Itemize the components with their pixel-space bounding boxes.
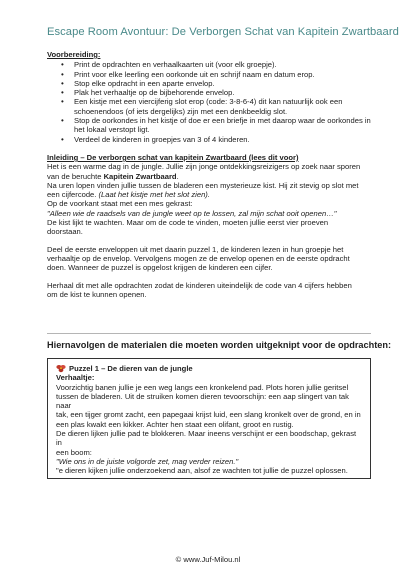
materials-heading: Hiernavolgen de materialen die moeten worden uitgeknipt voor de opdrachten:: [47, 340, 392, 350]
inleiding-line: een cijfercode. (Laat het kistje met het slot zien).: [47, 190, 210, 200]
inleiding-line: doorstaan.: [47, 227, 83, 237]
list-item: • Stop de oorkondes in het kistje of doe er een briefje in met daarop waar de oorkondes in het lokaal verstopt ligt.: [61, 116, 372, 135]
list-item: • Print de opdrachten en verhaalkaarten uit (voor elk groepje).: [61, 60, 372, 69]
divider: [47, 333, 371, 334]
list-item: • Plak het verhaaltje op de bijbehorende envelop.: [61, 88, 372, 97]
inleiding-line: van de beruchte Kapitein Zwartbaard.: [47, 171, 179, 181]
instruction-line: verhaaltje op de envelop. Vervolgens mogen ze de envelop openen en de eerste opdracht: [47, 253, 350, 263]
voorbereiding-heading: Voorbereiding:: [47, 50, 101, 59]
story-quote: "Wie ons in de juiste volgorde zet, mag verder reizen.": [56, 456, 239, 466]
story-line: een plas kwakt een kikker. Achter hen staat een olifant, groot en rustig.: [56, 419, 294, 429]
list-item: • Een kistje met een viercijferig slot erop (code: 3-8-6-4) dit kan natuurlijk ook een schoenendoos (of iets dergelijks) zijn met een denkbeeldig slot.: [61, 97, 372, 116]
inleiding-line: De kist lijkt te wachten. Maar om de code te vinden, moeten jullie eerst vier proeven: [47, 218, 329, 228]
inleiding-heading: Inleiding – De verborgen schat van kapitein Zwartbaard (lees dit voor): [47, 152, 299, 162]
inleiding-line: Op de voorkant staat met een mes gekrast:: [47, 199, 193, 209]
captain-name: Kapitein Zwartbaard: [103, 171, 177, 181]
story-line: een boom:: [56, 447, 92, 457]
page-title: Escape Room Avontuur: De Verborgen Schat van Kapitein Zwartbaard: [47, 26, 399, 38]
stage-direction: (Laat het kistje met het slot zien).: [98, 190, 210, 200]
list-item: • Print voor elke leerling een oorkonde uit en schrijf naam en datum erop.: [61, 70, 372, 79]
footer-copyright: © www.Juf-Milou.nl: [175, 555, 241, 564]
inleiding-line: Na uren lopen vinden jullie tussen de bladeren een mysterieuze kist. Hij zit stevig op slot met: [47, 180, 359, 190]
story-line: tussen de bladeren. Uit de struiken komen dieren tevoorschijn: een aap slingert van tak naar: [56, 391, 349, 411]
story-line: Voorzichtig banen jullie je een weg langs een kronkelend pad. Plots horen jullie geritsel: [56, 382, 349, 392]
document-body: [47, 50, 372, 299]
hibiscus-icon: [56, 364, 66, 373]
story-line: De dieren lijken jullie pad te blokkeren. Maar ineens verschijnt er een boodschap, gekrast in: [56, 429, 357, 448]
story-line: "e dieren kijken jullie onderzoekend aan, alsof ze wachten tot jullie de puzzel oplossen.: [56, 466, 348, 476]
puzzle-card: [47, 358, 371, 479]
verhaaltje-label: Verhaaltje:: [56, 373, 95, 383]
story-line: tak, een tijger gromt zacht, een papegaai krijst luid, een slang kronkelt over de grond, en in: [56, 410, 361, 420]
instruction-line: om de kist te kunnen openen.: [47, 289, 147, 299]
instruction-line: Herhaal dit met alle opdrachten zodat de kinderen uiteindelijk de code van 4 cijfers hebben: [47, 280, 352, 290]
instruction-line: doen. Wanneer de puzzel is opgelost krijgen de kinderen een cijfer.: [47, 263, 273, 273]
list-item: • Stop elke opdracht in een aparte envelop.: [61, 79, 372, 88]
instruction-line: Deel de eerste enveloppen uit met daarin puzzel 1, de kinderen lezen in hun groepje het: [47, 244, 344, 254]
inleiding-line: Het is een warme dag in de jungle. Jullie zijn jonge ontdekkingsreizigers op zoek naar sporen: [47, 162, 361, 172]
inleiding-quote: "Alleen wie de raadsels van de jungle weet op te lossen, zal mijn schat ooit openen…": [47, 208, 337, 218]
voorbereiding-list: [61, 60, 372, 144]
puzzle-title: Puzzel 1 – De dieren van de jungle: [56, 364, 362, 373]
list-item: • Verdeel de kinderen in groepjes van 3 of 4 kinderen.: [61, 135, 372, 144]
